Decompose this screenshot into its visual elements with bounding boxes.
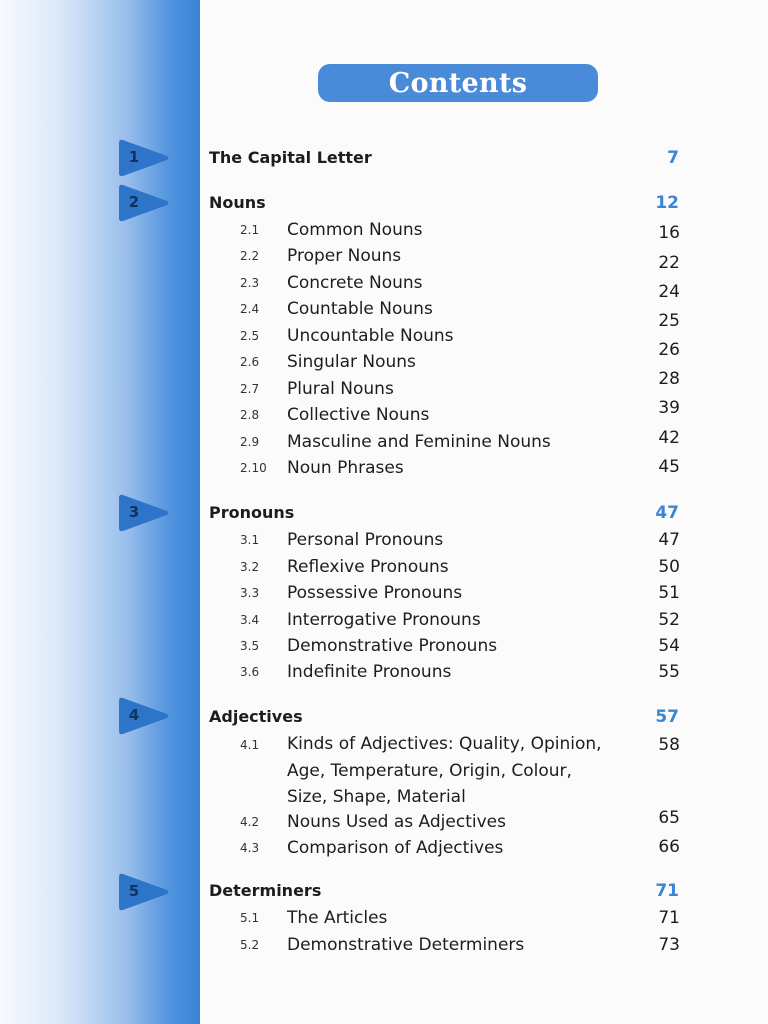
section-page: 45 (658, 457, 680, 477)
section-page: 71 (658, 908, 680, 928)
section-number: 3.2 (240, 560, 260, 574)
section-number: 2.4 (240, 302, 260, 316)
section-number: 2.10 (240, 461, 267, 475)
section-number: 3.6 (240, 665, 260, 679)
section-page: 42 (658, 428, 680, 448)
chapter-title: The Capital Letter (209, 148, 372, 167)
section-label: Countable Nouns (287, 299, 433, 319)
section-page: 28 (658, 369, 680, 389)
chapter-marker-3 (118, 494, 170, 532)
section-label: Uncountable Nouns (287, 326, 454, 346)
section-label: Demonstrative Determiners (287, 935, 525, 955)
chapter-entry-3[interactable] (209, 502, 679, 524)
section-number: 2.7 (240, 382, 260, 396)
section-number: 4.1 (240, 738, 260, 752)
section-page: 25 (658, 311, 680, 331)
chapter-title: Nouns (209, 193, 266, 212)
section-number: 2.1 (240, 223, 260, 237)
section-page: 50 (658, 557, 680, 577)
section-page: 66 (658, 837, 680, 857)
section-page: 24 (658, 282, 680, 302)
section-page: 54 (658, 636, 680, 656)
chapter-page: 71 (655, 881, 679, 901)
section-number: 3.3 (240, 586, 260, 600)
section-number: 5.2 (240, 938, 260, 952)
chapter-entry-4[interactable] (209, 706, 679, 728)
contents-title-banner (318, 64, 598, 102)
section-number: 4.2 (240, 815, 260, 829)
section-label: Kinds of Adjectives: Quality, Opinion, Age, Temperature, Origin, Colour, Size, Shape, Material (287, 734, 602, 807)
section-label: Plural Nouns (287, 379, 394, 399)
section-label: Nouns Used as Adjectives (287, 812, 506, 832)
section-page: 26 (658, 340, 680, 360)
section-label: Concrete Nouns (287, 273, 423, 293)
section-label: Comparison of Adjectives (287, 838, 504, 858)
section-label: Noun Phrases (287, 458, 404, 478)
chapter-marker-1 (118, 139, 170, 177)
section-label: Masculine and Feminine Nouns (287, 432, 551, 452)
section-page: 16 (658, 223, 680, 243)
section-label: Interrogative Pronouns (287, 610, 481, 630)
section-entry[interactable] (240, 734, 680, 814)
section-label: Personal Pronouns (287, 530, 444, 550)
section-label: Possessive Pronouns (287, 583, 463, 603)
section-page: 65 (658, 808, 680, 828)
chapter-marker-4 (118, 697, 170, 735)
section-number: 2.8 (240, 408, 260, 422)
section-number: 3.5 (240, 639, 260, 653)
section-number: 2.5 (240, 329, 260, 343)
chapter-page: 7 (667, 148, 679, 168)
section-page: 22 (658, 253, 680, 273)
chapter-title: Adjectives (209, 707, 303, 726)
page-title: Contents (388, 67, 528, 99)
chapter-marker-2 (118, 184, 170, 222)
section-label: Demonstrative Pronouns (287, 636, 498, 656)
chapter-entry-2[interactable] (209, 192, 679, 214)
section-number: 3.1 (240, 533, 260, 547)
section-label: Indefinite Pronouns (287, 662, 452, 682)
section-page: 52 (658, 610, 680, 630)
section-number: 2.9 (240, 435, 260, 449)
section-label: Common Nouns (287, 220, 423, 240)
chapter-entry-5[interactable] (209, 880, 679, 902)
section-number: 5.1 (240, 911, 260, 925)
side-strip (0, 0, 200, 1024)
chapter-entry-1[interactable] (209, 147, 679, 169)
section-number: 3.4 (240, 613, 260, 627)
section-label: The Articles (287, 908, 388, 928)
section-label: Collective Nouns (287, 405, 430, 425)
section-page: 55 (658, 662, 680, 682)
section-page: 47 (658, 530, 680, 550)
section-page: 73 (658, 935, 680, 955)
chapter-number: 4 (128, 706, 140, 724)
section-label: Proper Nouns (287, 246, 402, 266)
chapter-number: 5 (128, 882, 140, 900)
chapter-page: 57 (655, 707, 679, 727)
section-number: 2.6 (240, 355, 260, 369)
chapter-number: 2 (128, 193, 140, 211)
chapter-number: 3 (128, 503, 140, 521)
section-number: 2.3 (240, 276, 260, 290)
chapter-page: 12 (655, 193, 679, 213)
chapter-page: 47 (655, 503, 679, 523)
section-number: 4.3 (240, 841, 260, 855)
section-page: 58 (658, 735, 680, 755)
section-number: 2.2 (240, 249, 260, 263)
chapter-number: 1 (128, 148, 140, 166)
chapter-title: Determiners (209, 881, 322, 900)
section-label: Reflexive Pronouns (287, 557, 449, 577)
section-label: Singular Nouns (287, 352, 416, 372)
chapter-title: Pronouns (209, 503, 295, 522)
section-page: 39 (658, 398, 680, 418)
chapter-marker-5 (118, 873, 170, 911)
section-page: 51 (658, 583, 680, 603)
